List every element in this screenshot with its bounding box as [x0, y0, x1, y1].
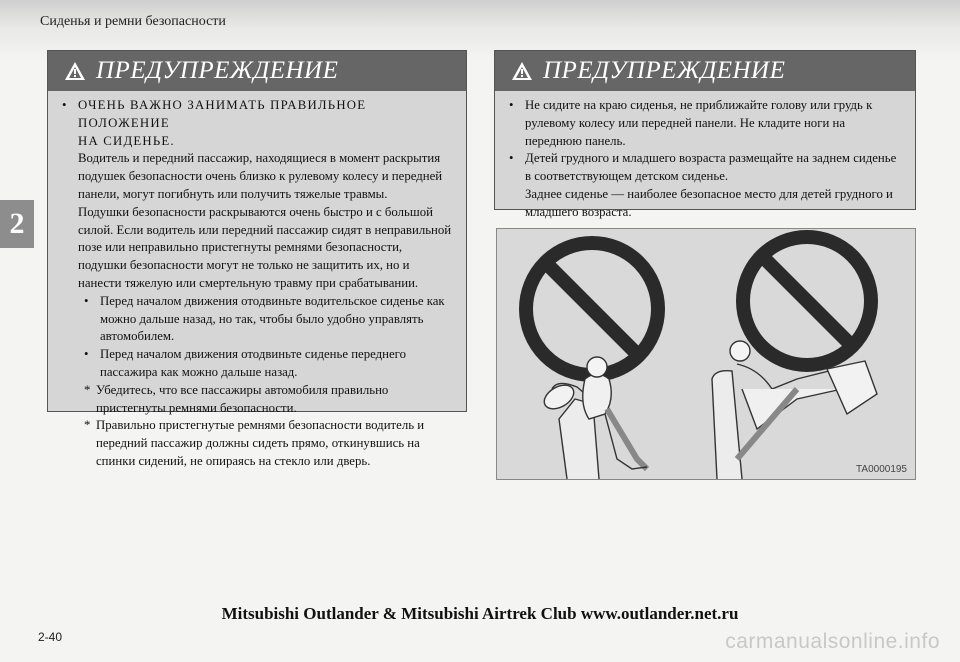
warning-bullet: • Не сидите на краю сиденья, не приближайте голову или грудь к рулевому колесу или передней панели. Не кладите ноги на переднюю панель.	[509, 98, 873, 148]
warning-bullet: • Детей грудного и младшего возраста размещайте на заднем сиденье в соответствующем детском сиденье.	[509, 151, 897, 184]
note-text: Убедитесь, что все пассажиры автомобиля правильно пристегнуты ремнями безопасности.	[96, 382, 389, 415]
subbullet-text: Перед началом движения отодвиньте сиденье переднего пассажира как можно дальше назад.	[100, 347, 406, 379]
warning-box-right	[494, 50, 916, 219]
bullet-text: Не сидите на краю сиденья, не приближайте голову или грудь к рулевому колесу или передней панели. Не кладите ноги на переднюю панель.	[525, 98, 873, 148]
warning-header-left	[48, 51, 466, 91]
prohibition-sign-icon	[743, 237, 871, 365]
warning-header-right	[495, 51, 915, 91]
warning-subbullet: • Перед началом движения отодвиньте сиденье переднего пассажира как можно дальше назад.	[84, 347, 406, 379]
warning-body-left	[48, 91, 466, 471]
warning-paragraph: Заднее сиденье — наиболее безопасное место для детей грудного и младшего возраста.	[525, 186, 893, 219]
warning-subbullet: • Перед началом движения отодвиньте водительское сиденье как можно дальше назад, но так, чтобы было удобно управлять автомобилем.	[84, 293, 445, 344]
warning-title-right: ПРЕДУПРЕЖДЕНИЕ	[543, 57, 786, 84]
warning-note: * Правильно пристегнутые ремнями безопасности водитель и передний пассажир должны сидеть прямо, откинувшись на спинки сидений, не опираясь на стекло или дверь.	[84, 418, 425, 468]
section-header: Сиденья и ремни безопасности	[40, 14, 226, 29]
seating-illustration	[496, 228, 916, 480]
subbullet-text: Перед началом движения отодвиньте водительское сиденье как можно дальше назад, но так, чтобы было удобно управлять автомобилем.	[100, 293, 445, 344]
watermark: carmanualsonline.info	[725, 630, 940, 653]
club-footer: Mitsubishi Outlander & Mitsubishi Airtrek Club www.outlander.net.ru	[221, 604, 739, 623]
warning-triangle-icon	[511, 61, 533, 81]
warning-box-left	[47, 50, 467, 468]
bullet-text: НА СИДЕНЬЕ.	[78, 133, 175, 148]
warning-note: * Убедитесь, что все пассажиры автомобиля правильно пристегнуты ремнями безопасности.	[84, 382, 389, 415]
note-text: Правильно пристегнутые ремнями безопасности водитель и передний пассажир должны сидеть прямо, откинувшись на спинки сидений, не опираясь на стекло или дверь.	[96, 418, 425, 468]
warning-paragraph: Водитель и передний пассажир, находящиеся в момент раскрытия подушек безопасности очень близко к рулевому колесу и передней панели, могут погибнуть или получить тяжелые травмы.	[78, 151, 443, 201]
warning-bullet: • ОЧЕНЬ ВАЖНО ЗАНИМАТЬ ПРАВИЛЬНОЕ ПОЛОЖЕНИЕ НА СИДЕНЬЕ.	[62, 98, 367, 148]
warning-body-right	[495, 91, 915, 222]
page-number: 2-40	[38, 630, 63, 644]
illustration-drawing	[497, 229, 917, 481]
warning-paragraph: Подушки безопасности раскрываются очень быстро и с большой силой. Если водитель или передний пассажир сидят в неправильной позе или неправильно пристегнуты ремнями безопасности, подушки безопасности могут не только не защитить их, но и нанести тяжелую или смертельную травму при срабатывании.	[78, 204, 452, 290]
bullet-text: Детей грудного и младшего возраста размещайте на заднем сиденье в соответствующем детском сиденье.	[525, 151, 897, 184]
driver-leaning-figure	[540, 357, 647, 479]
chapter-tab: 2	[0, 200, 34, 248]
prohibition-sign-icon	[526, 243, 658, 375]
warning-triangle-icon	[64, 61, 86, 81]
warning-title-left: ПРЕДУПРЕЖДЕНИЕ	[96, 57, 339, 84]
illustration-code: TA0000195	[856, 464, 907, 475]
bullet-text: ОЧЕНЬ ВАЖНО ЗАНИМАТЬ ПРАВИЛЬНОЕ ПОЛОЖЕНИЕ	[78, 98, 367, 130]
